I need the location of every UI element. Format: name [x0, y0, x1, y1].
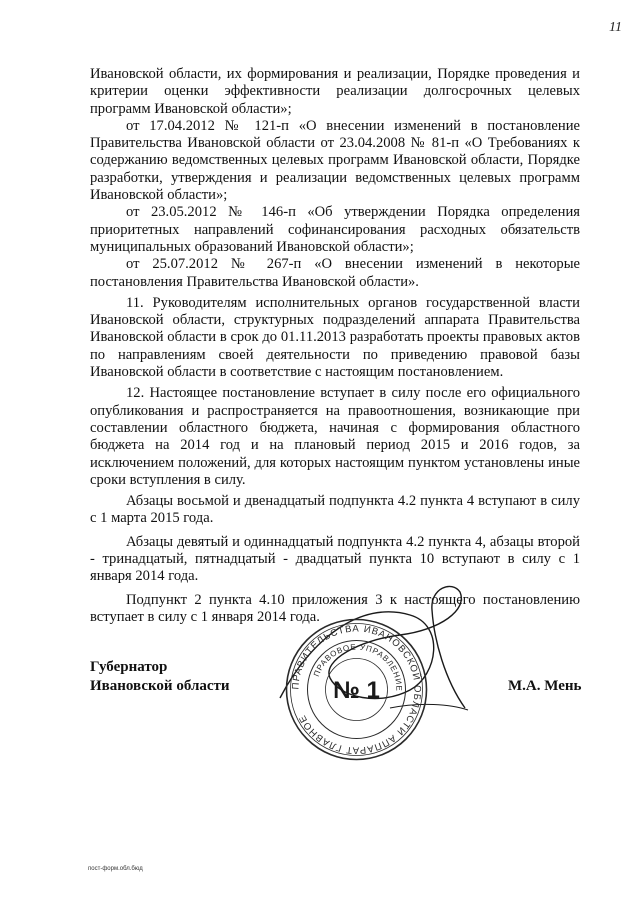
paragraph-decree-121: от 17.04.2012 № 121-п «О внесении изменений в постановление Правительства Ивановской области от 23.04.2008 № 81-п «О Требованиях к содержанию ведомственных целевых программ Ивановской области, Порядке разработки, утверждения и реализации ведомственных целевых программ Ивановской области»; [90, 117, 580, 204]
official-stamp [284, 617, 429, 762]
paragraph-decree-146: от 23.05.2012 № 146-п «Об утверждении Порядка определения приоритетных направлений софинансирования расходных обязательств муниципальных образований Ивановской области»; [90, 204, 580, 255]
paragraph-decree-267: от 25.07.2012 № 267-п «О внесении изменений в некоторые постановления Правительства Ивановской области». [90, 256, 580, 290]
document-body [90, 66, 580, 626]
governor-name: М.А. Мень [508, 678, 582, 694]
governor-title [90, 658, 230, 696]
stamp-outer-text: ПРАВИТЕЛЬСТВА ИВАНОВСКОЙ ОБЛАСТИ АППАРАТ ГЛАВНОЕ [290, 623, 423, 756]
governor-title-line1: Губернатор [90, 659, 168, 675]
paragraph-item-12: 12. Настоящее постановление вступает в силу после его официального опубликования и распространяется на правоотношения, возникающие при составлении областного бюджета, начиная с формирования областного бюджета на 2014 год и на плановый период 2015 и 2016 годов, за исключением положений, для которых настоящим пунктом установлены иные сроки вступления в силу. [90, 385, 580, 488]
governor-title-line2: Ивановской области [90, 678, 230, 694]
footer-file-code: пост-форм.обл.бюд [88, 866, 143, 872]
paragraph-subitem-2: Подпункт 2 пункта 4.10 приложения 3 к настоящего постановлению вступает в силу с 1 января 2014 года. [90, 591, 580, 625]
stamp-inner-text: ПРАВОВОЕ УПРАВЛЕНИЕ [311, 642, 404, 692]
paragraph-item-11: 11. Руководителям исполнительных органов государственной власти Ивановской области, структурных подразделений аппарата Правительства Ивановской области в срок до 01.11.2013 разработать проекты правовых актов по направлениям своей деятельности по приведению правовой базы Ивановской области в соответствие с настоящим постановлением. [90, 294, 580, 381]
stamp-number: № 1 [333, 677, 380, 704]
page-number: 11 [609, 20, 622, 35]
paragraph-effective-jan-2014: Абзацы девятый и одиннадцатый подпункта 4.2 пункта 4, абзацы второй - тринадцатый, пятнадцатый - двадцатый пункта 10 вступают в силу с 1 января 2014 года. [90, 533, 580, 585]
paragraph-effective-march-2015: Абзацы восьмой и двенадцатый подпункта 4.2 пункта 4 вступают в силу с 1 марта 2015 года. [90, 493, 580, 527]
paragraph-programs-order: Ивановской области, их формирования и реализации, Порядке проведения и критерии оценки эффективности реализации долгосрочных целевых программ Ивановской области»; [90, 66, 580, 117]
